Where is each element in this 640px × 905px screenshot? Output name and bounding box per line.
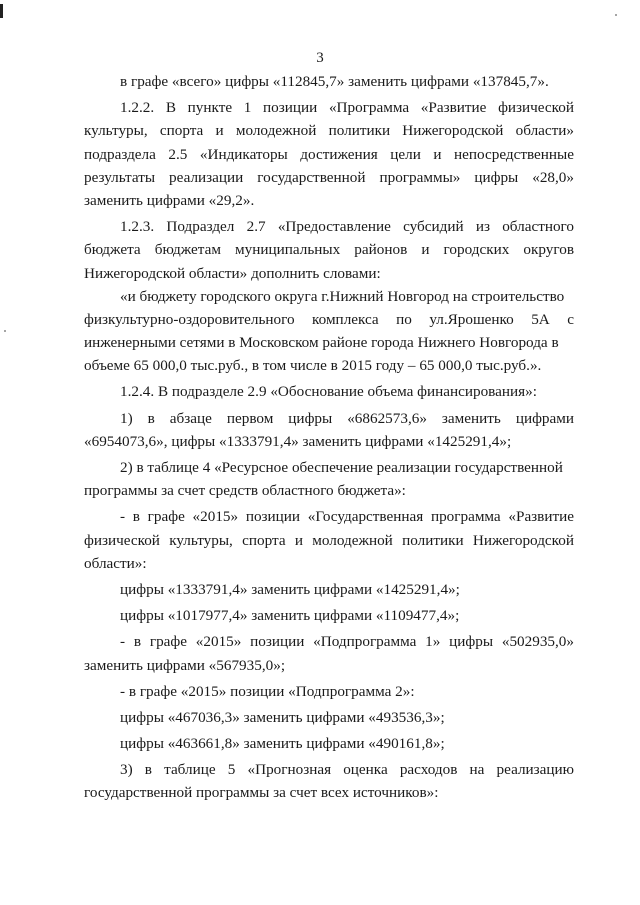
text-line: - в графе «2015» позиции «Государственная программа «Развитие xyxy=(120,508,574,526)
text-line: государственной программы за счет всех источников»: xyxy=(84,784,439,802)
text-line: подраздела 2.5 «Индикаторы достижения цели и непосредственные xyxy=(84,145,574,163)
text-line: Нижегородской области» дополнить словами: xyxy=(84,264,381,282)
text-line: цифры «1333791,4» заменить цифрами «1425291,4»; xyxy=(120,580,460,598)
text-line: инженерными сетями в Московском районе города Нижнего Новгорода в xyxy=(84,334,559,352)
text-line: - в графе «2015» позиции «Подпрограмма 2»: xyxy=(120,682,415,700)
text-line: объеме 65 000,0 тыс.руб., в том числе в 2015 году – 65 000,0 тыс.руб.». xyxy=(84,357,542,375)
text-line: результаты реализации государственной программы» цифры «28,0» xyxy=(84,168,574,186)
text-line: заменить цифрами «567935,0»; xyxy=(84,656,286,674)
text-line: 1.2.3. Подраздел 2.7 «Предоставление субсидий из областного xyxy=(120,218,574,236)
text-line: - в графе «2015» позиции «Подпрограмма 1» цифры «502935,0» xyxy=(120,633,574,651)
document-body xyxy=(84,70,574,805)
text-line: 1.2.2. В пункте 1 позиции «Программа «Развитие физической xyxy=(120,99,574,117)
text-line: цифры «1017977,4» заменить цифрами «1109477,4»; xyxy=(120,607,460,625)
text-line: «и бюджету городского округа г.Нижний Новгород на строительство xyxy=(120,287,565,305)
text-line: культуры, спорта и молодежной политики Нижегородской области» xyxy=(84,122,574,140)
text-line: бюджета бюджетам муниципальных районов и городских округов xyxy=(84,241,574,259)
text-line: физкультурно-оздоровительного комплекса по ул.Ярошенко 5А с xyxy=(84,310,574,328)
text-line: физической культуры, спорта и молодежной политики Нижегородской xyxy=(84,531,574,549)
text-line: заменить цифрами «29,2». xyxy=(84,191,255,209)
text-line: 2) в таблице 4 «Ресурсное обеспечение реализации государственной xyxy=(120,459,563,476)
text-line: в графе «всего» цифры «112845,7» заменить цифрами «137845,7». xyxy=(120,73,549,90)
page-number: 3 xyxy=(316,50,324,66)
scan-speck xyxy=(4,330,6,332)
scan-speck xyxy=(615,14,617,16)
text-line: 3) в таблице 5 «Прогнозная оценка расходов на реализацию xyxy=(120,761,574,779)
text-line: цифры «467036,3» заменить цифрами «493536,3»; xyxy=(120,708,445,726)
text-line: программы за счет средств областного бюджета»: xyxy=(84,482,406,500)
text-line: цифры «463661,8» заменить цифрами «490161,8»; xyxy=(120,735,445,753)
text-line: «6954073,6», цифры «1333791,4» заменить цифрами «1425291,4»; xyxy=(84,432,512,450)
scan-edge-mark xyxy=(0,4,3,18)
text-line: 1.2.4. В подразделе 2.9 «Обоснование объема финансирования»: xyxy=(120,383,537,401)
text-line: области»: xyxy=(84,554,147,572)
text-line: 1) в абзаце первом цифры «6862573,6» заменить цифрами xyxy=(120,409,574,427)
